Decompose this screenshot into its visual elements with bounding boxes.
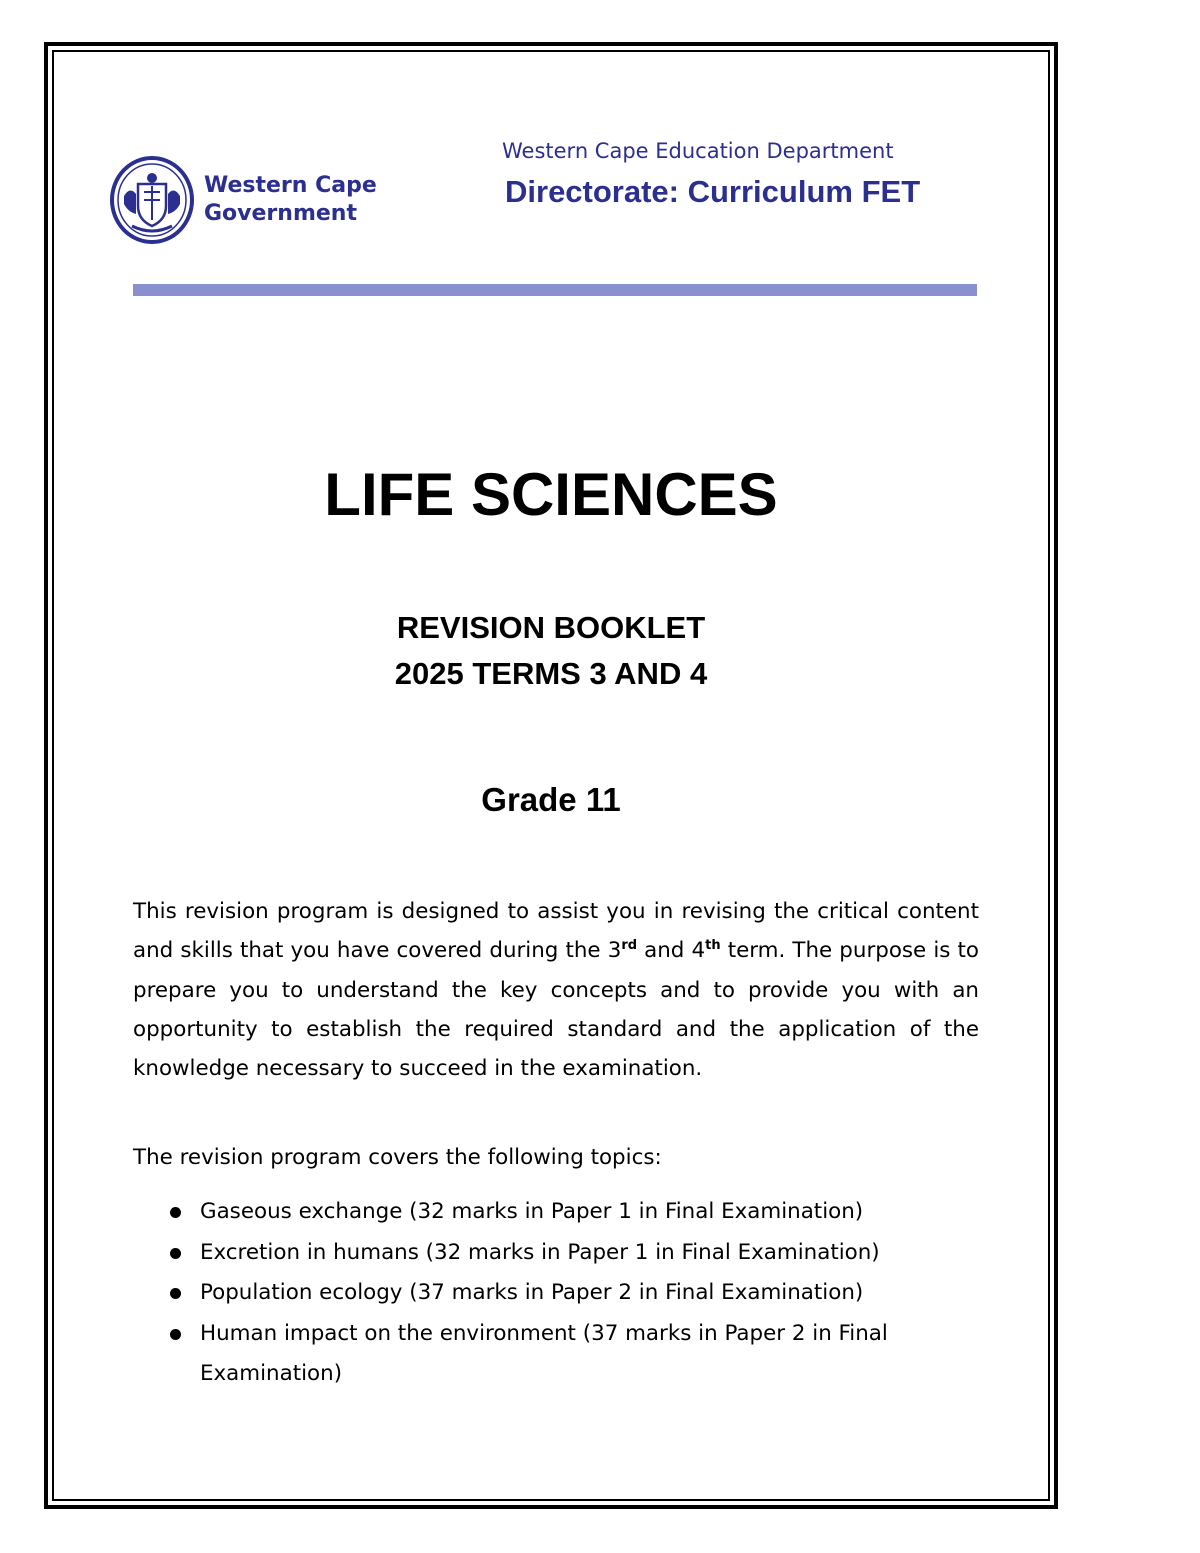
topic-text: Excretion in humans (32 marks in Paper 1 in Final Examination)	[200, 1239, 880, 1265]
document-title: LIFE SCIENCES	[324, 461, 778, 528]
topic-text: Gaseous exchange (32 marks in Paper 1 in Final Examination)	[200, 1199, 864, 1224]
intro-superscript-1: rd	[621, 938, 638, 954]
bullet-icon	[170, 1248, 181, 1259]
topic-text: Population ecology (37 marks in Paper 2 in Final Examination)	[200, 1280, 864, 1305]
logo-wordmark	[204, 172, 377, 228]
list-item	[133, 1314, 979, 1395]
intro-text-3: term. The purpose is to prepare you to understand the key concepts and to provide you with an opportunity to establish the required standard and the application of the knowledge necessary to succeed in the examination.	[133, 938, 979, 1082]
government-logo	[108, 156, 408, 248]
topics-list	[133, 1192, 979, 1395]
subtitle-line-2: 2025 TERMS 3 AND 4	[394, 656, 708, 691]
bullet-icon	[170, 1207, 181, 1218]
coat-of-arms-icon	[108, 156, 200, 248]
topics-heading: The revision program covers the following topics:	[133, 1145, 662, 1170]
topic-text: Human impact on the environment (37 marks in Paper 2 in Final Examination)	[200, 1320, 888, 1386]
intro-superscript-2: th	[705, 938, 721, 954]
logo-line-2: Government	[204, 201, 357, 226]
bullet-icon	[170, 1288, 181, 1299]
bullet-icon	[170, 1329, 181, 1340]
logo-line-1: Western Cape	[204, 173, 377, 198]
subtitle-line-1: REVISION BOOKLET	[396, 610, 706, 645]
grade-label: Grade 11	[481, 781, 621, 818]
list-item	[133, 1273, 979, 1314]
header-divider	[133, 284, 977, 296]
intro-paragraph	[133, 892, 979, 1088]
department-name: Western Cape Education Department	[502, 139, 894, 163]
directorate-name: Directorate: Curriculum FET	[505, 174, 921, 209]
list-item	[133, 1192, 979, 1233]
intro-text-2: and 4	[637, 938, 706, 964]
intro-text-1: This revision program is designed to assist you in revising the critical content and skills that you have covered during the 3	[133, 899, 979, 964]
list-item	[133, 1233, 979, 1274]
